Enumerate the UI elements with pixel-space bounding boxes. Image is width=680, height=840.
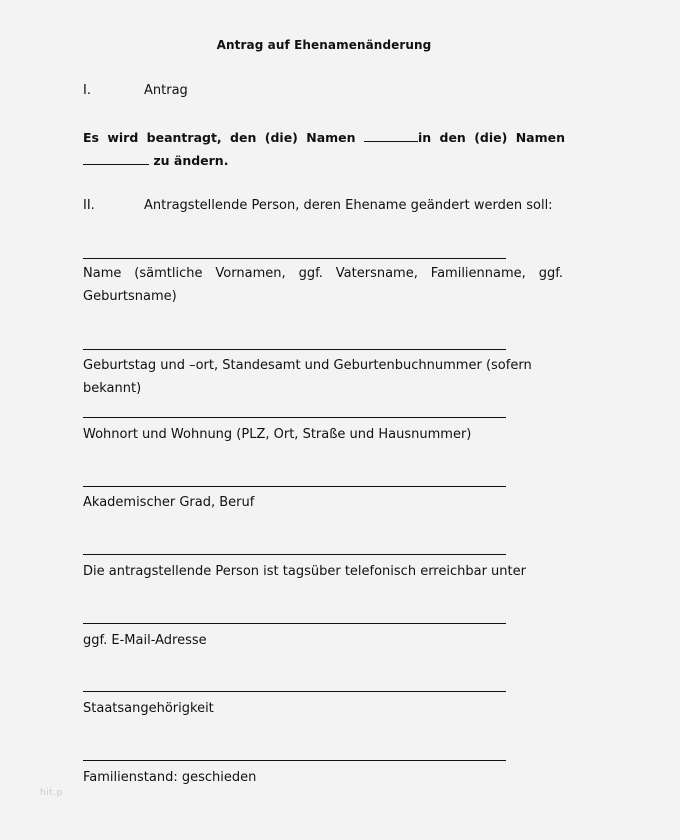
request-text-part2: in den (die) Namen (417, 130, 565, 145)
section-2-heading: Antragstellende Person, deren Ehename geändert werden soll: (144, 198, 553, 213)
watermark: hit.p (40, 788, 63, 798)
email-fill-line (83, 623, 506, 624)
phone-field-label: Die antragstellende Person ist tagsüber telefonisch erreichbar unter (83, 564, 526, 579)
section-1-heading: Antrag (144, 83, 188, 98)
degree-field-label: Akademischer Grad, Beruf (83, 495, 255, 510)
section-1-header (83, 83, 188, 98)
marital-status-field-label: Familienstand: geschieden (83, 770, 257, 785)
phone-fill-line (83, 554, 506, 555)
current-name-blank (364, 130, 418, 142)
birth-field-label: Geburtstag und –ort, Standesamt und Geburtenbuchnummer (sofern bekannt) (83, 358, 532, 396)
new-name-blank (83, 153, 149, 165)
email-field-label: ggf. E-Mail-Adresse (83, 633, 207, 648)
residence-field-label: Wohnort und Wohnung (PLZ, Ort, Straße und Hausnummer) (83, 427, 472, 442)
birth-fill-line (83, 349, 506, 350)
citizenship-field-label: Staatsangehörigkeit (83, 701, 214, 716)
residence-fill-line (83, 417, 506, 418)
document-title: Antrag auf Ehenamenänderung (216, 38, 432, 52)
section-1-number: I. (83, 83, 91, 98)
request-statement (83, 126, 565, 172)
section-2-header (83, 198, 553, 213)
degree-fill-line (83, 486, 506, 487)
section-2-number: II. (83, 198, 95, 213)
name-fill-line (83, 258, 506, 259)
request-text-part1: Es wird beantragt, den (die) Namen (83, 130, 364, 145)
marital-status-fill-line (83, 760, 506, 761)
name-field-label: Name (sämtliche Vornamen, ggf. Vatersname, Familienname, ggf. Geburtsname) (83, 266, 563, 304)
citizenship-fill-line (83, 691, 506, 692)
request-text-part3: zu ändern. (149, 153, 229, 168)
